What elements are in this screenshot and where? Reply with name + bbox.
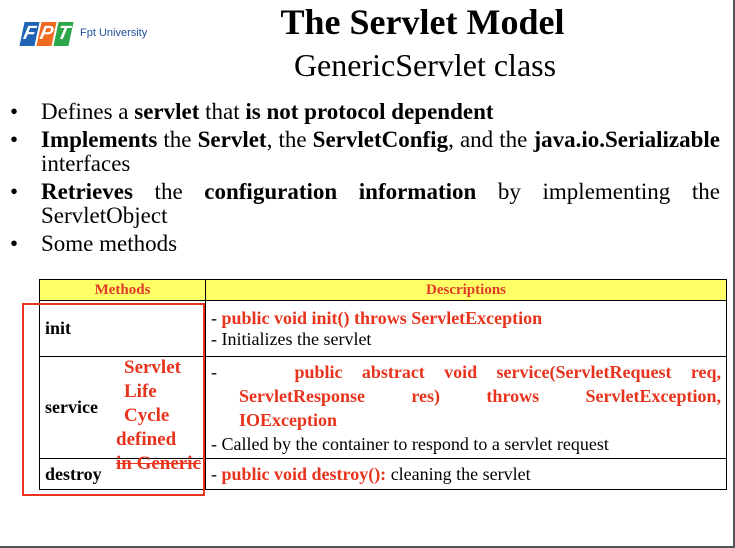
- method-signature-line1: public abstract void service(ServletRequest req,: [294, 361, 721, 382]
- method-desc-text: cleaning the servlet: [386, 463, 531, 484]
- header-methods: Methods: [40, 280, 206, 301]
- method-description: - public abstract void service(ServletRequest req, ServletResponse res) throws ServletException, IOException - Called by the container to respond to a servlet request: [206, 357, 727, 459]
- method-desc-text: - Called by the container to respond to a servlet request: [211, 433, 609, 454]
- method-signature: public void init() throws ServletException: [221, 307, 543, 328]
- logo-brand-text: Fpt University: [80, 27, 148, 39]
- method-desc-text: - Initializes the servlet: [211, 328, 372, 349]
- bullet-dot-icon: •: [10, 231, 19, 256]
- bullet-list: [10, 100, 720, 260]
- logo-letter-f: F: [19, 22, 39, 46]
- bullet-dot-icon: •: [10, 99, 19, 124]
- annotation-line: Cycle: [124, 405, 170, 426]
- bullet-1: • Defines a servlet that is not protocol dependent: [10, 99, 494, 124]
- method-name: service: [40, 357, 206, 459]
- method-description: - public void destroy(): cleaning the servlet: [206, 459, 727, 490]
- method-signature-line3: IOException: [239, 409, 338, 430]
- method-signature: public void destroy():: [221, 463, 387, 484]
- logo-letter-p: P: [38, 23, 56, 44]
- header-descriptions: Descriptions: [206, 280, 727, 301]
- method-description: - public void init() throws ServletException - Initializes the servlet: [206, 301, 727, 357]
- slide-subtitle: GenericServlet class: [293, 47, 557, 83]
- logo-letter-t: T: [53, 22, 73, 46]
- method-name: init: [40, 301, 206, 357]
- bullet-dot-icon: •: [10, 127, 19, 152]
- method-signature-line2: ServletResponse res) throws ServletException,: [239, 385, 721, 406]
- annotation-line: Life: [124, 381, 157, 402]
- bullet-dot-icon: •: [10, 179, 19, 204]
- annotation-line: Servlet: [124, 357, 181, 378]
- bullet-3: • Retrieves the configuration information by implementing the ServletObject: [10, 179, 720, 228]
- table-header-row: [40, 280, 727, 301]
- slide-title: The Servlet Model: [280, 2, 565, 42]
- annotation-text: [112, 356, 212, 476]
- annotation-line: in Generic: [116, 453, 201, 474]
- annotation-line: defined: [116, 429, 177, 450]
- bullet-4: • Some methods: [10, 231, 178, 256]
- bullet-2: • Implements the Servlet, the ServletConfig, and the java.io.Serializable interfaces: [10, 127, 720, 176]
- method-name: destroy: [40, 459, 206, 490]
